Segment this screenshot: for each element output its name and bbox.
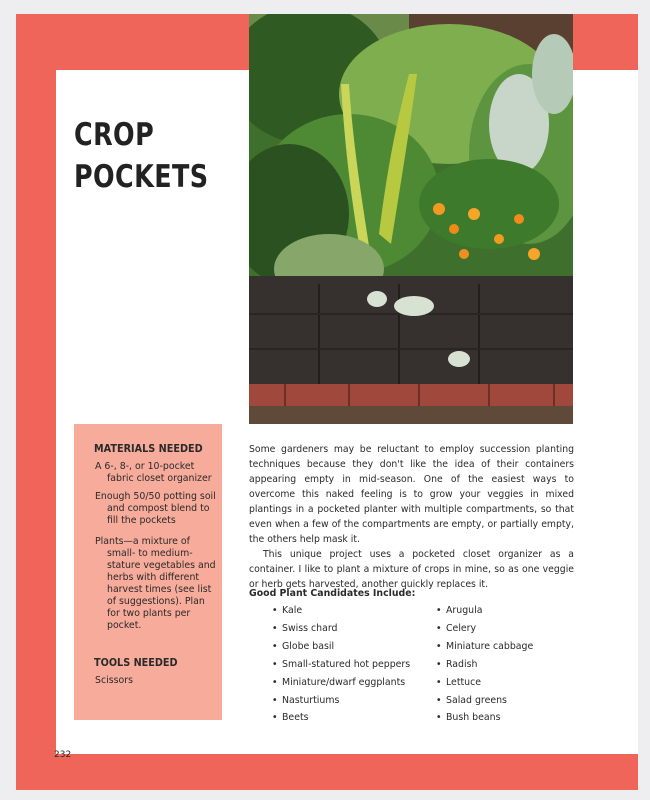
materials-sidebar	[74, 424, 222, 720]
list-item: • Miniature cabbage	[436, 638, 533, 656]
materials-item: A 6-, 8-, or 10-pocket fabric closet organizer	[95, 461, 212, 484]
materials-heading: MATERIALS NEEDED	[94, 442, 203, 455]
list-item: • Nasturtiums	[272, 692, 410, 710]
page-number: 232	[54, 750, 72, 760]
list-item: • Bush beans	[436, 709, 533, 727]
list-item: • Lettuce	[436, 674, 533, 692]
list-item: • Miniature/dwarf eggplants	[272, 674, 410, 692]
list-item: • Small-statured hot peppers	[272, 656, 410, 674]
list-item: • Arugula	[436, 602, 533, 620]
tools-item: Scissors	[95, 675, 133, 686]
list-item: • Kale	[272, 602, 410, 620]
body-paragraph: This unique project uses a pocketed closet organizer as a container. I like to plant a mixture of crops in mine, so as one veggie or herb gets harvested, another quickly replaces it.	[249, 549, 574, 590]
body-paragraph: Some gardeners may be reluctant to employ succession planting techniques because they don't like the idea of their containers appearing empty in mid-season. One of the easiest ways to overcome this naked feeling is to grow your veggies in mixed plantings in a pocketed planter with multiple compartments, so that even when a few of the compartments are empty, or partially empty, the others help mask it.	[249, 444, 574, 545]
list-item: • Globe basil	[272, 638, 410, 656]
list-item: • Celery	[436, 620, 533, 638]
materials-item: Enough 50/50 potting soil and compost blend to fill the pockets	[95, 491, 216, 526]
candidates-list-right	[436, 602, 533, 727]
list-item: • Radish	[436, 656, 533, 674]
garden-photo-icon	[249, 14, 573, 424]
candidates-heading: Good Plant Candidates Include:	[249, 588, 416, 599]
candidates-list-left	[272, 602, 410, 727]
title-line: CROP	[74, 117, 155, 153]
materials-item: Plants—a mixture of small- to medium-stature vegetables and herbs with different harvest times (see list of suggestions). Plan for two plants per pocket.	[95, 536, 216, 631]
body-text	[249, 442, 574, 592]
page-border	[16, 14, 638, 790]
list-item: • Beets	[272, 709, 410, 727]
list-item: • Salad greens	[436, 692, 533, 710]
garden-photo	[249, 14, 573, 424]
title-line: POCKETS	[74, 159, 209, 195]
tools-heading: TOOLS NEEDED	[94, 656, 178, 669]
page-title	[74, 114, 208, 198]
list-item: • Swiss chard	[272, 620, 410, 638]
